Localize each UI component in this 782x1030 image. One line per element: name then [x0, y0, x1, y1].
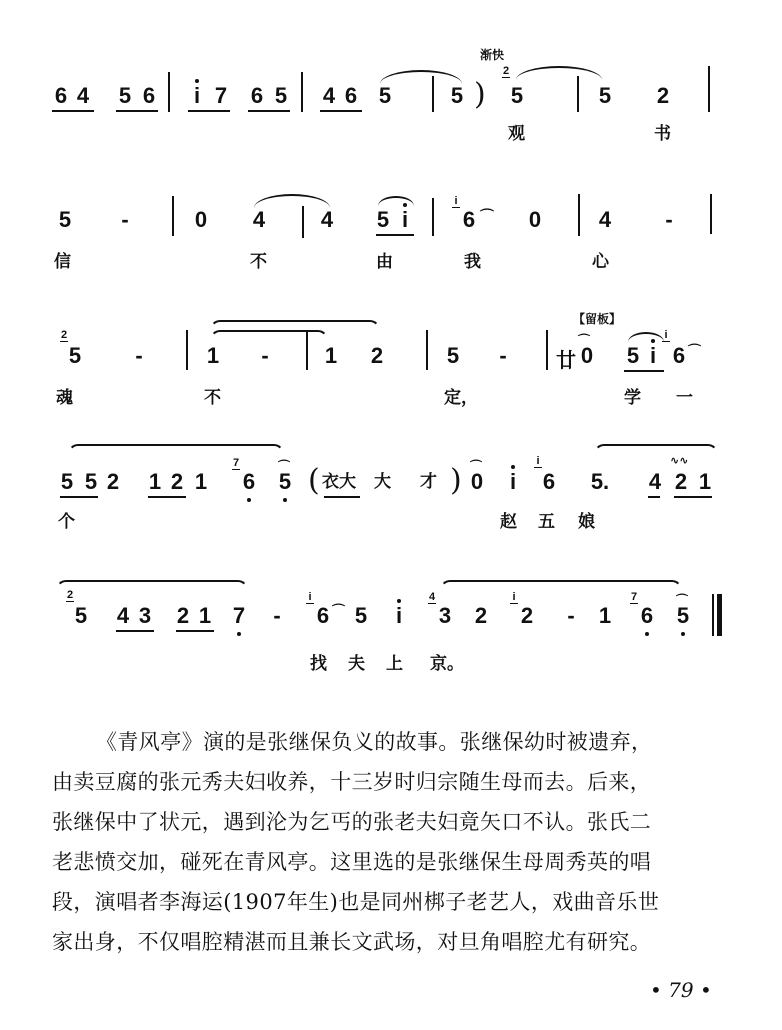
fermata-icon: ⌒ — [578, 333, 591, 347]
barline — [302, 206, 304, 238]
slur — [594, 444, 718, 454]
prose-line: 家出身，不仅唱腔精湛而且兼长文武场，对旦角唱腔尤有研究。 — [52, 930, 652, 954]
note: 4 — [76, 83, 90, 108]
grace-note: 2 — [60, 329, 68, 341]
final-barline-thin — [712, 594, 714, 636]
grace-note: i — [510, 592, 518, 604]
note: 5 — [450, 83, 464, 108]
lyric: 找 — [310, 654, 327, 674]
underline-eighth — [648, 496, 660, 498]
lyric: 信 — [54, 252, 71, 272]
grace-note: i — [452, 196, 460, 208]
tie — [254, 194, 330, 208]
note: 5 — [598, 83, 612, 108]
note: 4 — [322, 83, 336, 108]
barline — [168, 72, 170, 112]
underline-eighth — [116, 110, 158, 112]
tie-slur — [380, 70, 462, 84]
note: 2 — [170, 469, 184, 494]
note: 2 — [474, 603, 488, 628]
barline — [577, 76, 579, 112]
section-marking-liuban: 【留板】 — [573, 312, 622, 326]
lyric: 个 — [58, 512, 75, 532]
slide-mark: ⌒ — [332, 604, 346, 619]
note: 7 — [214, 83, 228, 108]
barline — [426, 330, 428, 370]
slur — [516, 66, 602, 80]
slur-inner — [210, 330, 328, 340]
note-low: 6 — [240, 470, 258, 494]
free-meter-symbol: 廿 — [556, 348, 576, 372]
slur — [378, 196, 414, 206]
underline-sixteenth — [674, 496, 712, 498]
underline-eighth — [248, 110, 290, 112]
lyric: 夫 — [348, 654, 365, 674]
note: 3 — [138, 603, 152, 628]
note: 5 — [274, 83, 288, 108]
barline — [578, 194, 580, 236]
note: 4 — [252, 207, 266, 232]
fermata-icon: ⌒ — [278, 459, 291, 473]
note: 6 — [672, 343, 686, 368]
mordent-icon: ∿∿ — [670, 454, 689, 467]
grace-note: i — [306, 592, 314, 604]
note: 6 — [542, 469, 556, 494]
slur — [56, 580, 248, 590]
note: 1 — [206, 343, 220, 368]
grace-note: 7 — [630, 591, 638, 603]
note: 1 — [324, 343, 338, 368]
note: 1 — [194, 469, 208, 494]
note: - — [135, 343, 143, 368]
note: 5 — [376, 207, 390, 232]
lyric: 魂 — [56, 388, 73, 408]
note: 5 — [84, 469, 98, 494]
fermata-icon: ⌒ — [676, 593, 689, 607]
note-high: i — [396, 208, 414, 232]
underline-eighth — [320, 110, 362, 112]
barline — [432, 198, 434, 236]
note: 5 — [60, 469, 74, 494]
lyric: 五 — [538, 512, 555, 532]
barline — [306, 330, 308, 370]
underline-eighth — [60, 496, 98, 498]
prose-line: 《青风亭》演的是张继保负义的故事。张继保幼时被遗弃， — [96, 730, 653, 754]
lyric: 观 — [508, 124, 525, 144]
note: 2 — [106, 469, 120, 494]
underline-eighth — [116, 630, 154, 632]
note: 6 — [54, 83, 68, 108]
grace-note: 7 — [232, 457, 240, 469]
percussion-syllable: 大 — [374, 472, 391, 492]
lyric: 娘 — [578, 512, 595, 532]
note-low: 5 — [674, 604, 692, 628]
note: - — [665, 207, 673, 232]
lyric: 上 — [386, 654, 403, 674]
note-low: 5 — [276, 470, 294, 494]
note: 5 — [74, 603, 88, 628]
barline — [710, 194, 712, 234]
note: 3 — [438, 603, 452, 628]
lyric: 学 — [624, 388, 641, 408]
close-paren: ) — [450, 463, 462, 498]
note: - — [499, 343, 507, 368]
lyric: 不 — [204, 388, 221, 408]
note-dotted: 5. — [590, 469, 610, 494]
prose-line: 段，演唱者李海运(1907年生)也是同州梆子老艺人，戏曲音乐世 — [52, 890, 660, 914]
note: 4 — [320, 207, 334, 232]
barline — [432, 76, 434, 112]
note: 6 — [344, 83, 358, 108]
note: 5 — [354, 603, 368, 628]
note: 0 — [528, 207, 542, 232]
barline-dashed — [301, 72, 303, 112]
note: 1 — [698, 469, 712, 494]
lyric: 由 — [376, 252, 393, 272]
note: 2 — [656, 83, 670, 108]
slur — [68, 444, 284, 454]
prose-line: 由卖豆腐的张元秀夫妇收养，十三岁时归宗随生母而去。后来， — [52, 770, 652, 794]
percussion-syllable: 才 — [420, 472, 437, 492]
note: 2 — [674, 469, 688, 494]
close-paren: ) — [474, 77, 486, 112]
lyric: 定， — [444, 388, 478, 408]
note: - — [261, 343, 269, 368]
note: 6 — [316, 603, 330, 628]
open-paren: ( — [308, 463, 320, 498]
fermata-icon: ⌒ — [470, 459, 483, 473]
underline-eighth — [148, 496, 186, 498]
grace-note: i — [662, 330, 670, 342]
barline — [546, 330, 548, 370]
note: 0 — [470, 469, 484, 494]
note: 4 — [598, 207, 612, 232]
note-low: 7 — [230, 604, 248, 628]
note: - — [121, 207, 129, 232]
underline-eighth — [376, 234, 414, 236]
page-number: • 79 • — [650, 978, 712, 1002]
note: 4 — [116, 603, 130, 628]
lyric: 京。 — [430, 654, 464, 674]
note: 5 — [510, 83, 524, 108]
note: 0 — [580, 343, 594, 368]
note-high: i — [644, 344, 662, 368]
note: 2 — [370, 343, 384, 368]
grace-note: i — [534, 456, 542, 468]
slide-mark: ⌒ — [480, 209, 494, 225]
barline — [172, 196, 174, 236]
lyric: 书 — [654, 124, 671, 144]
note: 5 — [626, 343, 640, 368]
commentary-paragraph — [52, 722, 742, 962]
note: 1 — [148, 469, 162, 494]
note: 6 — [142, 83, 156, 108]
note: - — [567, 603, 575, 628]
underline-eighth — [188, 110, 230, 112]
underline-eighth — [624, 370, 664, 372]
barline — [708, 66, 710, 112]
slur — [440, 580, 682, 590]
note: 1 — [198, 603, 212, 628]
lyric: 赵 — [500, 512, 517, 532]
grace-note: 4 — [428, 591, 436, 603]
tempo-marking: 渐快 — [480, 48, 505, 62]
note-high: i — [188, 84, 206, 108]
lyric: 心 — [592, 252, 609, 272]
note: 6 — [250, 83, 264, 108]
percussion-syllable: 衣大 — [322, 472, 356, 492]
underline-eighth — [324, 496, 360, 498]
lyric: 不 — [250, 252, 267, 272]
note: 5 — [378, 83, 392, 108]
note: 5 — [118, 83, 132, 108]
note: - — [273, 603, 281, 628]
lyric: 一 — [676, 388, 693, 408]
grace-note: 2 — [66, 589, 74, 601]
note: 2 — [520, 603, 534, 628]
lyric: 我 — [464, 252, 481, 272]
note: 4 — [648, 469, 662, 494]
note: 0 — [194, 207, 208, 232]
grace-note: 2 — [502, 65, 510, 77]
note: 6 — [462, 207, 476, 232]
note: 5 — [68, 343, 82, 368]
note: 2 — [176, 603, 190, 628]
barline — [186, 330, 188, 370]
slur — [628, 332, 664, 342]
underline-eighth — [176, 630, 214, 632]
prose-line: 老悲愤交加，碰死在青风亭。这里选的是张继保生母周秀英的唱 — [52, 850, 652, 874]
slide-mark: ⌒ — [688, 344, 702, 359]
note: 5 — [446, 343, 460, 368]
note-high: i — [390, 604, 408, 628]
slur-outer — [210, 320, 380, 330]
underline-eighth — [52, 110, 94, 112]
note: 1 — [598, 603, 612, 628]
note: 5 — [58, 207, 72, 232]
note-low: 6 — [638, 604, 656, 628]
prose-line: 张继保中了状元，遇到沦为乞丐的张老夫妇竟矢口不认。张氏二 — [52, 810, 652, 834]
final-barline-thick — [717, 594, 722, 636]
note-high: i — [504, 470, 522, 494]
